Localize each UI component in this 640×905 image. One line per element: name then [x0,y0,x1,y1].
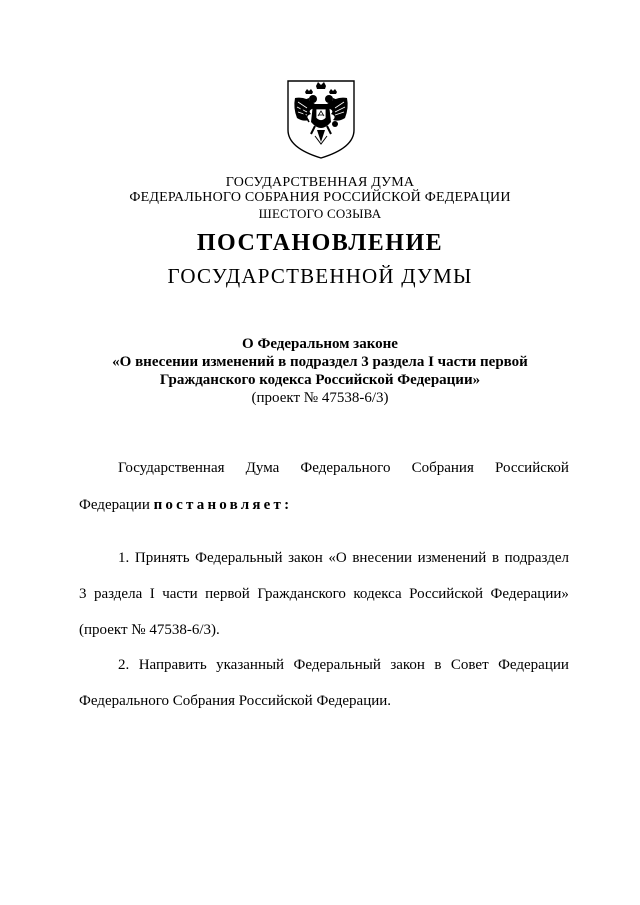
word: подраздел [504,550,569,566]
word: Дума [245,460,280,476]
word: I [149,586,155,602]
word: «О [328,550,347,566]
preamble-line-1 [118,460,569,477]
subject-project-number: (проект № 47538-6/3) [251,390,389,406]
word: Собрания [411,460,474,476]
word: в [491,550,500,566]
word: Федерации» [490,586,569,602]
word: Государственная [118,460,225,476]
word: в [434,657,442,673]
document-subtitle: ГОСУДАРСТВЕННОЙ ДУМЫ [167,264,473,288]
word: Федерального [300,460,391,476]
header-line-convocation: ШЕСТОГО СОЗЫВА [258,206,382,221]
preamble-line-start: Федерации [79,497,150,513]
item-1-line-1 [118,550,569,567]
word: Направить [138,657,207,673]
item-2-line-2: Федерального Собрания Российской Федерации. [79,693,392,709]
resolution-verb: постановляет: [153,497,293,513]
word: закон [390,657,425,673]
word: Российской [409,586,484,602]
word: Гражданского [257,586,346,602]
russian-coat-of-arms-icon [285,78,357,160]
word: Принять [134,550,190,566]
word: 2. [118,657,130,673]
word: первой [205,586,250,602]
subject-line-1: О Федеральном законе [242,336,398,352]
word: внесении [352,550,413,566]
word: Российской [495,460,569,476]
word: кодекса [353,586,402,602]
item-1-line-2 [79,586,569,603]
word: закон [288,550,323,566]
word: раздела [93,586,143,602]
header-line-assembly: ФЕДЕРАЛЬНОГО СОБРАНИЯ РОССИЙСКОЙ ФЕДЕРАЦИИ [129,190,511,205]
word: изменений [417,550,487,566]
document-title: ПОСТАНОВЛЕНИЕ [196,230,444,256]
item-2-line-1 [118,657,569,674]
word: указанный [216,657,285,673]
word: Федеральный [293,657,381,673]
subject-line-3: Гражданского кодекса Российской Федерации» [159,372,481,388]
word: части [162,586,198,602]
subject-line-2: «О внесении изменений в подраздел 3 раздела I части первой [112,354,528,370]
word: Совет [450,657,489,673]
word: Федеральный [195,550,283,566]
preamble-line-2 [79,497,292,514]
item-1-line-3: (проект № 47538-6/3). [79,622,220,638]
word: 3 [79,586,87,602]
word: 1. [118,550,130,566]
header-line-duma: ГОСУДАРСТВЕННАЯ ДУМА [225,175,415,190]
word: Федерации [498,657,569,673]
